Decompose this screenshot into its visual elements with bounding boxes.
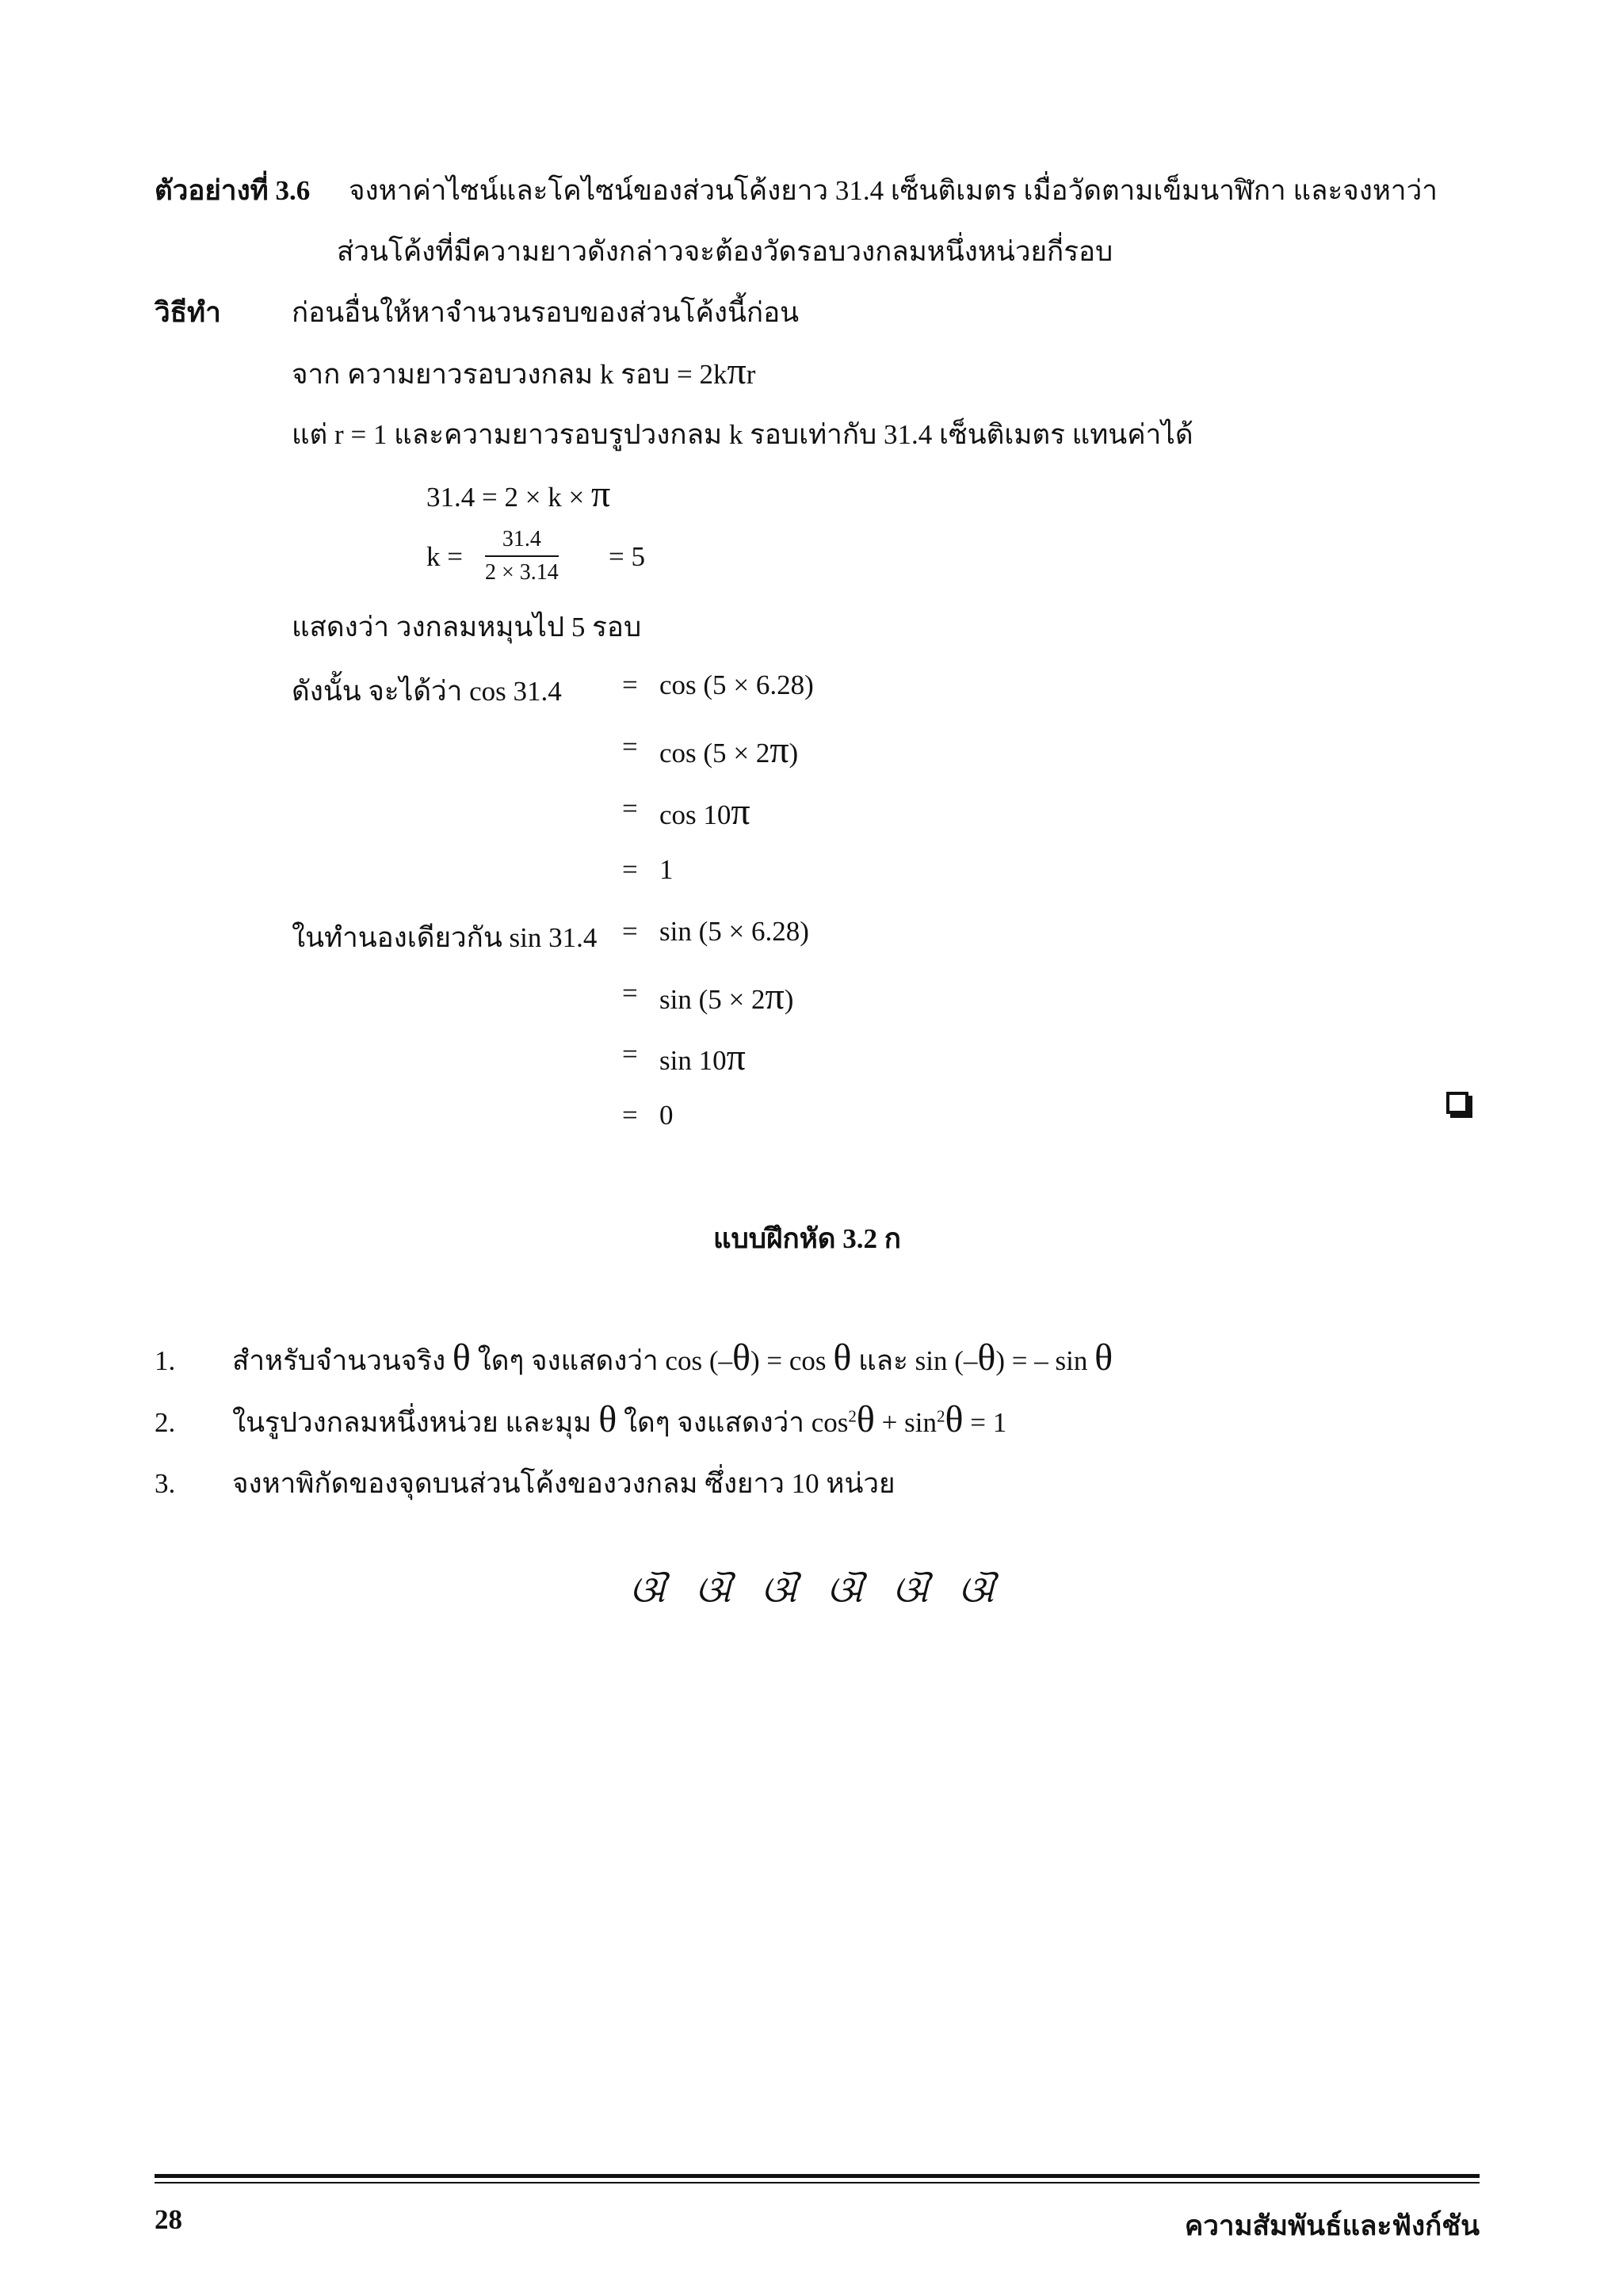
sin-prefix: ในทำนองเดียวกัน sin 31.4 [292,922,598,953]
cos-step-3: cos 10π [659,791,750,833]
eq-sign: = [622,916,638,947]
solution-intro: ก่อนอื่นให้หาจำนวนรอบของส่วนโค้งนี้ก่อน [292,297,800,328]
exercise-item-1: 1. สำหรับจำนวนจริง θ ใดๆ จงแสดงว่า cos (–θ) = cos θ และ sin (–θ) = – sin θ [155,1337,1113,1379]
eq-sign: = [622,669,638,700]
pi-symbol: π [769,729,789,771]
ornament-glyph: ଔ [696,1569,733,1610]
example-text-line1: จงหาค่าไซน์และโคไซน์ของส่วนโค้งยาว 31.4 เซ็นติเมตร เมื่อวัดตามเข็มนาฬิกา และจงหาว่า [349,175,1438,206]
k-fraction-denominator: 2 × 3.14 [485,560,559,585]
formula-text: จาก ความยาวรอบวงกลม k รอบ = 2k [292,359,727,390]
sin-step-1: sin (5 × 6.28) [659,916,809,947]
exercise-item-number: 1. [155,1345,176,1376]
page-number: 28 [155,2204,182,2235]
theta-symbol: θ [1094,1337,1113,1379]
theta-symbol: θ [856,1398,875,1440]
eq-sign: = [622,1039,638,1070]
times-symbol: × [728,916,745,947]
exercise-title: แบบฝึกหัด 3.2 ก [713,1223,901,1254]
k-lhs: k = [426,541,463,572]
ornament-glyph: ଔ [893,1569,930,1610]
pi-symbol: π [731,791,750,833]
exercise-item-number: 3. [155,1468,176,1499]
eq-sign: = [622,1100,638,1131]
chapter-title: ความสัมพันธ์และฟังก์ชัน [1184,2210,1480,2241]
k-fraction [485,527,559,585]
cos-result: 1 [659,854,674,885]
theta-symbol: θ [945,1398,964,1440]
formula-tail: r [746,359,756,390]
times-symbol: × [728,984,745,1015]
theta-symbol: θ [977,1337,996,1379]
rotations-statement: แสดงว่า วงกลมหมุนไป 5 รอบ [292,612,642,643]
footer-rule-top [155,2174,1480,2178]
equation-31-4: 31.4 = 2 × k × π [426,473,611,515]
k-rhs: = 5 [609,541,645,572]
eq-sign: = [622,793,638,824]
solution-label: วิธีทำ [155,297,221,328]
pi-symbol: π [591,473,611,515]
sin-step-3: sin 10π [659,1036,746,1078]
theta-symbol: θ [732,1337,750,1379]
times-symbol: × [733,669,750,700]
k-fraction-numerator: 31.4 [485,527,559,557]
theta-symbol: θ [452,1337,471,1379]
ornament-glyph: ଔ [630,1569,667,1610]
pi-symbol: π [765,975,785,1017]
ornament-glyph: ଔ [827,1569,865,1610]
sin-result: 0 [659,1100,674,1131]
ornament-glyph: ଔ [762,1569,799,1610]
theta-symbol: θ [598,1398,617,1440]
exercise-item-2: 2. ในรูปวงกลมหนึ่งหน่วย และมุม θ ใดๆ จงแสดงว่า $\cos^2\theta + \sin^2\theta = 1$ [155,1398,1007,1440]
eq-sign: = [622,731,638,762]
footer-rule-bottom [155,2182,1480,2183]
cos-step-2: cos (5 × 2π) [659,729,799,771]
pi-symbol: π [727,350,747,392]
pi-symbol: π [726,1036,746,1078]
circumference-formula [292,350,756,396]
eq-sign: = [622,978,638,1009]
eq-sign: = [622,854,638,885]
substitution-text: แต่ r = 1 และความยาวรอบรูปวงกลม k รอบเท่ากับ 31.4 เซ็นติเมตร แทนค่าได้ [292,419,1193,450]
end-of-proof-box-icon [1446,1092,1468,1114]
times-symbol: × [568,482,585,513]
cos-step-1: cos (5 × 6.28) [659,669,814,700]
example-text-line2: ส่วนโค้งที่มีความยาวดังกล่าวจะต้องวัดรอบวงกลมหนึ่งหน่วยกี่รอบ [337,236,1113,267]
cos-prefix: ดังนั้น จะได้ว่า cos 31.4 [292,676,562,707]
sin-step-2: sin (5 × 2π) [659,975,794,1017]
exercise-item-number: 2. [155,1407,176,1438]
example-label: ตัวอย่างที่ 3.6 [155,175,311,206]
theta-symbol: θ [833,1337,852,1379]
exercise-item-3: 3. จงหาพิกัดของจุดบนส่วนโค้งของวงกลม ซึ่งยาว 10 หน่วย [155,1468,896,1499]
times-symbol: × [733,738,750,769]
ornament-glyph: ଔ [959,1569,996,1610]
times-symbol: × [525,482,541,513]
